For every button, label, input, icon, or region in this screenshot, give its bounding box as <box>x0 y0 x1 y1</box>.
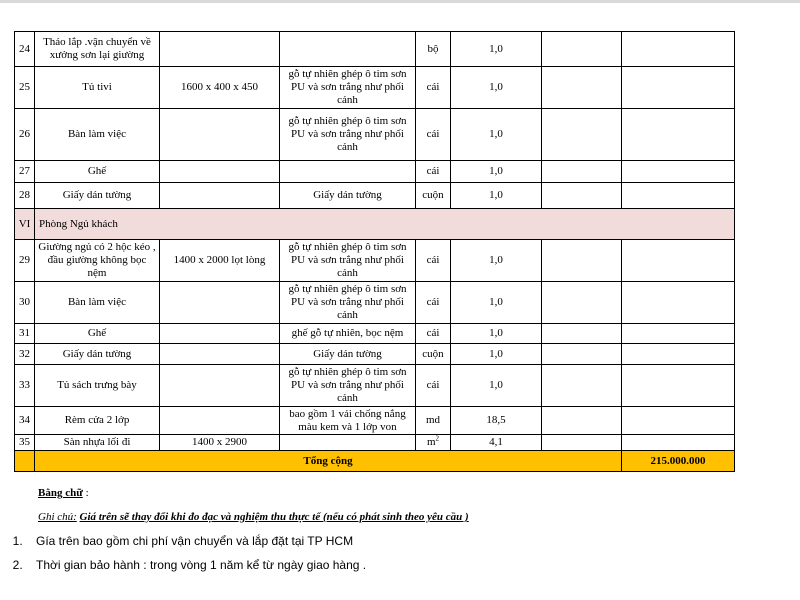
row-unit-text: cái <box>426 327 440 339</box>
row-item-name: Ghế <box>35 324 160 344</box>
row-item-name: Sàn nhựa lối đi <box>35 435 160 451</box>
row-material: bao gồm 1 vải chống nắng màu kem và 1 lớp von <box>280 407 416 435</box>
note-item-2: 2. Thời gian bảo hành : trong vòng 1 năm kể từ ngày giao hàng . <box>26 553 366 577</box>
notes-list <box>0 529 366 577</box>
row-material: gỗ tự nhiên ghép ô tim sơn PU và sơn trắng như phối cảnh <box>280 109 416 161</box>
row-quantity: 1,0 <box>451 282 542 324</box>
row-unit-text: m <box>426 436 436 448</box>
note-text: Giá trên sẽ thay đổi khi đo đạc và nghiệm thu thực tế (nếu có phát sinh theo yêu cầu ) <box>79 511 469 523</box>
row-amount <box>622 109 735 161</box>
row-size <box>160 324 280 344</box>
row-unit-text: cái <box>426 165 440 177</box>
row-unit-superscript: 2 <box>435 434 440 443</box>
row-quantity: 1,0 <box>451 183 542 209</box>
row-amount <box>622 365 735 407</box>
table-row <box>15 344 735 365</box>
row-size: 1400 x 2900 <box>160 435 280 451</box>
table-row <box>15 240 735 282</box>
table-row <box>15 183 735 209</box>
row-amount <box>622 161 735 183</box>
table-row <box>15 109 735 161</box>
row-quantity: 1,0 <box>451 161 542 183</box>
row-material <box>280 32 416 67</box>
row-size: 1400 x 2000 lọt lòng <box>160 240 280 282</box>
row-stt: 33 <box>15 365 35 407</box>
row-unit-price <box>542 435 622 451</box>
total-value: 215.000.000 <box>622 451 735 472</box>
row-amount <box>622 240 735 282</box>
table-row <box>15 435 735 451</box>
row-size <box>160 365 280 407</box>
page-top-border <box>0 0 800 3</box>
row-unit-text: cuộn <box>422 347 444 360</box>
note-line <box>38 510 469 524</box>
row-unit <box>416 435 451 451</box>
row-stt: 34 <box>15 407 35 435</box>
row-item-name: Tháo lắp .vận chuyển về xưởng sơn lại giường <box>35 32 160 67</box>
table-row <box>15 67 735 109</box>
total-row <box>15 451 735 472</box>
row-material: gỗ tự nhiên ghép ô tim sơn PU và sơn trắng như phối cảnh <box>280 365 416 407</box>
row-item-name: Rèm cửa 2 lớp <box>35 407 160 435</box>
row-unit <box>416 407 451 435</box>
row-unit-text: cái <box>426 254 440 266</box>
row-size <box>160 407 280 435</box>
row-size: 1600 x 400 x 450 <box>160 67 280 109</box>
row-quantity: 1,0 <box>451 324 542 344</box>
row-amount <box>622 67 735 109</box>
row-size <box>160 161 280 183</box>
note-item-1: 1. Gía trên bao gồm chi phí vận chuyển và lắp đặt tại TP HCM <box>26 529 366 553</box>
row-item-name: Giấy dán tường <box>35 183 160 209</box>
row-amount <box>622 435 735 451</box>
row-material <box>280 161 416 183</box>
row-unit <box>416 109 451 161</box>
row-stt: 28 <box>15 183 35 209</box>
row-unit-text: cái <box>426 128 440 140</box>
row-stt: 25 <box>15 67 35 109</box>
row-unit-text: cái <box>426 379 440 391</box>
row-unit-text: md <box>425 414 441 426</box>
row-unit-price <box>542 240 622 282</box>
row-stt: 31 <box>15 324 35 344</box>
row-item-name: Tủ sách trưng bày <box>35 365 160 407</box>
note-label: Ghi chú: <box>38 511 77 523</box>
table-body <box>15 32 735 472</box>
row-unit <box>416 240 451 282</box>
row-unit-price <box>542 324 622 344</box>
row-unit-price <box>542 32 622 67</box>
row-unit <box>416 183 451 209</box>
row-stt: 35 <box>15 435 35 451</box>
total-stt <box>15 451 35 472</box>
row-unit <box>416 344 451 365</box>
row-material: gỗ tự nhiên ghép ô tim sơn PU và sơn trắng như phối cảnh <box>280 67 416 109</box>
row-unit-price <box>542 161 622 183</box>
row-unit-text: cuộn <box>422 189 444 201</box>
table-row <box>15 407 735 435</box>
row-item-name: Giường ngủ có 2 hộc kéo , đầu giường không bọc nệm <box>35 240 160 282</box>
row-material: gỗ tự nhiên ghép ô tim sơn PU và sơn trắng như phối cảnh <box>280 240 416 282</box>
quotation-table <box>14 31 735 472</box>
row-stt: 26 <box>15 109 35 161</box>
row-stt: 30 <box>15 282 35 324</box>
row-stt: 24 <box>15 32 35 67</box>
row-unit-price <box>542 67 622 109</box>
row-unit-price <box>542 282 622 324</box>
row-unit <box>416 161 451 183</box>
row-size <box>160 344 280 365</box>
table-row <box>15 324 735 344</box>
row-material: Giấy dán tường <box>280 183 416 209</box>
amount-in-words <box>38 486 89 500</box>
row-amount <box>622 324 735 344</box>
row-item-name: Bàn làm việc <box>35 109 160 161</box>
row-size <box>160 32 280 67</box>
row-amount <box>622 183 735 209</box>
row-material: ghế gỗ tự nhiên, bọc nệm <box>280 324 416 344</box>
row-amount <box>622 407 735 435</box>
row-unit <box>416 32 451 67</box>
row-unit-text: bộ <box>427 42 439 55</box>
row-quantity: 1,0 <box>451 109 542 161</box>
row-quantity: 1,0 <box>451 344 542 365</box>
row-quantity: 1,0 <box>451 32 542 67</box>
row-size <box>160 183 280 209</box>
table-row <box>15 365 735 407</box>
row-item-name: Bàn làm việc <box>35 282 160 324</box>
row-quantity: 18,5 <box>451 407 542 435</box>
row-unit-price <box>542 109 622 161</box>
row-unit-price <box>542 407 622 435</box>
row-unit-text: cái <box>426 81 440 93</box>
row-quantity: 1,0 <box>451 240 542 282</box>
row-unit <box>416 282 451 324</box>
row-stt: 29 <box>15 240 35 282</box>
row-item-name: Tủ tivi <box>35 67 160 109</box>
row-item-name: Ghế <box>35 161 160 183</box>
total-label: Tổng cộng <box>35 451 622 472</box>
row-stt: 32 <box>15 344 35 365</box>
row-unit-text: cái <box>426 296 440 308</box>
amount-in-words-colon: : <box>82 487 89 499</box>
row-size <box>160 109 280 161</box>
section-row <box>15 209 735 240</box>
section-title: Phòng Ngủ khách <box>35 209 735 240</box>
table-row <box>15 282 735 324</box>
row-stt: VI <box>15 209 35 240</box>
row-material <box>280 435 416 451</box>
row-material: Giấy dán tường <box>280 344 416 365</box>
row-amount <box>622 32 735 67</box>
row-unit-price <box>542 183 622 209</box>
table-row <box>15 32 735 67</box>
row-amount <box>622 282 735 324</box>
row-amount <box>622 344 735 365</box>
row-material: gỗ tự nhiên ghép ô tim sơn PU và sơn trắng như phối cảnh <box>280 282 416 324</box>
table-row <box>15 161 735 183</box>
row-unit <box>416 67 451 109</box>
row-size <box>160 282 280 324</box>
row-stt: 27 <box>15 161 35 183</box>
amount-in-words-label: Bằng chữ <box>38 487 83 499</box>
row-quantity: 1,0 <box>451 365 542 407</box>
row-unit <box>416 324 451 344</box>
row-quantity: 1,0 <box>451 67 542 109</box>
row-item-name: Giấy dán tường <box>35 344 160 365</box>
row-quantity: 4,1 <box>451 435 542 451</box>
row-unit <box>416 365 451 407</box>
row-unit-price <box>542 344 622 365</box>
row-unit-price <box>542 365 622 407</box>
